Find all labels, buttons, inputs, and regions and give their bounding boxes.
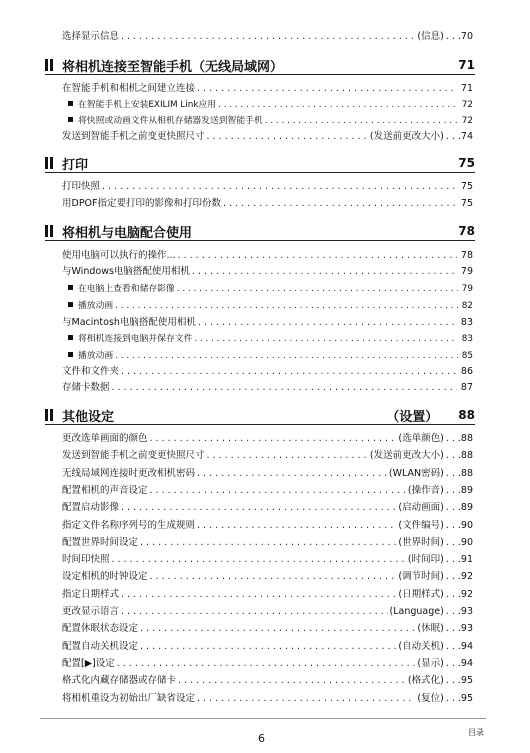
toc-entry[interactable] [62,641,473,653]
toc-entry-tag: (启动画面) [398,502,444,514]
leader-dots [115,350,458,362]
toc-entry-page: 78 [460,250,473,261]
section-tag: （设置） [386,409,439,425]
leader-dots [121,589,396,601]
toc-entry-tag: (显示) [417,657,444,669]
toc-entry-page: . . .89 [445,502,473,514]
toc-entry-tag: (复位) [417,692,444,704]
toc-entry-tag: (信息) [417,31,444,42]
toc-entry-page: . . .92 [445,571,473,583]
toc-entry-page: . . .88 [445,433,473,444]
bullet-icon [68,117,73,122]
leader-dots [112,554,406,566]
toc-entry-page: 86 [460,366,473,377]
section-header-settings[interactable] [45,406,475,425]
section-marker-icon [45,225,55,237]
section-marker-icon [45,409,55,421]
section-page: 88 [458,408,475,422]
leader-dots [121,502,396,514]
toc-entry-label: 指定日期样式 [62,588,120,600]
toc-entry-page: . . .88 [445,467,473,479]
leader-dots [112,382,457,394]
toc-entry-tag: (休眠) [417,623,444,635]
toc-entry[interactable] [62,131,473,143]
toc-entry[interactable] [62,250,473,262]
leader-dots [178,675,406,687]
toc-entry-page: . . .90 [445,519,473,531]
bullet-icon [68,302,73,307]
toc-entry-page: . . .95 [445,675,473,687]
toc-entry-label: 使用电脑可以执行的操作... [62,250,176,261]
section-title: 将相机连接至智能手机（无线局域网） [62,59,284,75]
toc-entry-label: 与Macintosh电脑搭配使用相机 [62,317,196,328]
toc-entry-label: 配置自动关机设定 [62,640,139,652]
leader-dots [121,606,387,618]
toc-entry-page: . . .94 [445,640,473,652]
toc-entry-page: 72 [461,116,473,126]
toc-entry-page: 75 [460,181,473,192]
toc-entry-page: . . .88 [445,450,473,462]
leader-dots [197,83,457,95]
bullet-icon [68,352,73,357]
toc-entry-page: . . .93 [445,623,473,635]
toc-entry-page: 79 [461,284,473,294]
leader-dots [150,571,397,583]
leader-dots [121,366,457,378]
toc-entry-page: 71 [460,83,473,94]
toc-subentry[interactable] [68,115,473,127]
toc-entry-label: 无线局域网连接时更改相机密码 [62,467,196,479]
leader-dots [223,198,457,210]
leader-dots [121,31,415,43]
toc-entry-label: 发送到智能手机之前变更快照尺寸 [62,450,205,462]
section-header-print[interactable] [45,154,475,173]
section-page: 75 [458,156,475,170]
toc-entry-label: 文件和文件夹 [62,366,120,377]
toc-entry-label: 播放动画 [78,301,114,311]
page-number: 6 [258,732,265,745]
toc-entry-page: 85 [461,351,473,361]
section-page: 78 [458,224,475,238]
toc-entry-tag: (世界时间) [398,536,444,548]
toc-entry[interactable] [62,520,473,532]
leader-dots [218,99,458,111]
toc-entry[interactable] [62,589,473,601]
leader-dots [192,266,457,278]
toc-entry[interactable] [62,537,473,549]
toc-entry-label: 配置相机的声音设定 [62,484,148,496]
leader-dots [140,641,396,653]
leader-dots [194,333,457,345]
toc-entry[interactable] [62,266,473,278]
toc-entry[interactable] [62,433,473,445]
toc-entry[interactable] [62,623,473,635]
toc-entry-page: . . .91 [445,554,473,566]
toc-entry[interactable] [62,366,473,378]
section-marker-icon [45,59,55,71]
toc-entry[interactable] [62,485,473,497]
toc-entry[interactable] [62,675,473,687]
toc-entry-page: . . .74 [445,131,473,142]
leader-dots [198,317,457,329]
toc-entry-page: 87 [460,382,473,393]
toc-entry-tag: (操作音) [407,484,444,496]
leader-dots [207,131,368,143]
leader-dots [102,181,457,193]
toc-subentry[interactable] [68,99,473,111]
toc-entry[interactable] [62,181,473,193]
leader-dots [150,485,406,497]
toc-entry-label: 打印快照 [62,181,101,192]
toc-entry-page: 79 [460,266,473,277]
toc-subentry[interactable] [68,300,473,312]
toc-entry-label: 将快照或动画文件从相机存储器发送到智能手机 [78,116,263,126]
toc-entry-page: 83 [460,317,473,328]
toc-entry-tag: (WLAN密码) [388,467,444,479]
footer-divider [40,718,486,719]
toc-entry-label: 选择显示信息 [62,31,120,42]
leader-dots [197,468,387,480]
toc-entry-label: 将相机重设为初始出厂缺省设定 [62,692,196,704]
toc-entry[interactable] [62,198,473,210]
toc-entry-tag: (选单颜色) [398,433,444,444]
toc-entry-tag: (文件编号) [398,519,444,531]
section-header-computer[interactable] [45,222,475,241]
toc-entry-label: 更改显示语言 [62,606,120,617]
toc-entry[interactable] [62,554,473,566]
toc-entry-label: 格式化内藏存储器或存储卡 [62,675,177,687]
toc-entry-tag: (自动关机) [398,640,444,652]
toc-entry-page: . . .95 [445,692,473,704]
toc-subentry[interactable] [68,283,473,295]
toc-entry-label: 配置[▶]设定 [62,657,115,669]
toc-entry-label: 配置休眠状态设定 [62,623,139,635]
toc-entry-label: 配置世界时间设定 [62,536,139,548]
leader-dots [197,520,396,532]
toc-entry-label: 存储卡数据 [62,382,110,393]
toc-entry-page: 75 [460,198,473,209]
toc-entry-page: 82 [461,301,473,311]
footer-toc-link[interactable]: 目录 [468,728,484,737]
toc-entry-label: 用DPOF指定要打印的影像和打印份数 [62,198,221,209]
toc-entry-label: 设定相机的时钟设定 [62,571,148,583]
toc-entry-page: . . .70 [445,31,473,42]
leader-dots [140,623,415,635]
toc-entry[interactable] [62,450,473,462]
toc-entry-label: 指定文件名称序列号的生成规则 [62,519,196,531]
toc-entry[interactable] [62,571,473,583]
toc-entry-label: 在智能手机上安装EXILIM Link应用 [78,100,217,110]
leader-dots [140,537,396,549]
toc-entry[interactable] [62,693,473,705]
bullet-icon [68,285,73,290]
toc-entry-page: . . .93 [445,606,473,617]
toc-entry-label: 将相机连接到电脑并保存文件 [78,334,193,344]
leader-dots [207,450,368,462]
toc-entry-label: 更改选单画面的颜色 [62,433,148,444]
toc-entry-page: . . .94 [445,657,473,669]
toc-entry-page: . . .89 [445,484,473,496]
leader-dots [197,693,415,705]
toc-entry-tag: (时间印) [407,554,444,566]
leader-dots [265,115,458,127]
toc-subentry[interactable] [68,333,473,345]
toc-entry-label: 在智能手机和相机之间建立连接 [62,83,196,94]
leader-dots [117,658,416,670]
toc-entry[interactable] [62,31,473,43]
toc-entry-tag: (发送前更改大小) [369,131,444,142]
toc-entry-label: 与Windows电脑搭配使用相机 [62,266,190,277]
bullet-icon [68,335,73,340]
section-header-smartphone[interactable] [45,56,475,75]
leader-dots [178,250,457,262]
toc-entry[interactable] [62,83,473,95]
toc-entry-label: 配置启动影像 [62,502,120,514]
toc-entry-label: 在电脑上查看和储存影像 [78,284,175,294]
toc-entry[interactable] [62,606,473,618]
toc-entry-label: 播放动画 [78,351,114,361]
toc-entry-tag: (Language) [389,606,444,617]
leader-dots [177,283,458,295]
toc-entry[interactable] [62,468,473,480]
section-page: 71 [458,58,475,72]
toc-entry[interactable] [62,382,473,394]
toc-entry-tag: (格式化) [407,675,444,687]
toc-entry-page: . . .92 [445,588,473,600]
toc-entry-label: 发送到智能手机之前变更快照尺寸 [62,131,205,142]
section-title: 打印 [62,157,89,173]
toc-entry-tag: (日期样式) [398,588,444,600]
section-title: 将相机与电脑配合使用 [62,225,193,241]
toc-entry[interactable] [62,502,473,514]
toc-entry-tag: (发送前更改大小) [369,450,444,462]
toc-subentry[interactable] [68,350,473,362]
leader-dots [150,433,397,445]
toc-entry[interactable] [62,658,473,670]
toc-entry-page: 83 [461,334,473,344]
section-marker-icon [45,157,55,169]
toc-entry-page: 72 [461,100,473,110]
toc-entry-tag: (调节时间) [398,571,444,583]
bullet-icon [68,101,73,106]
toc-entry[interactable] [62,317,473,329]
toc-entry-label: 时间印快照 [62,554,110,566]
section-title: 其他设定 [62,409,115,425]
leader-dots [115,300,458,312]
toc-entry-page: . . .90 [445,536,473,548]
